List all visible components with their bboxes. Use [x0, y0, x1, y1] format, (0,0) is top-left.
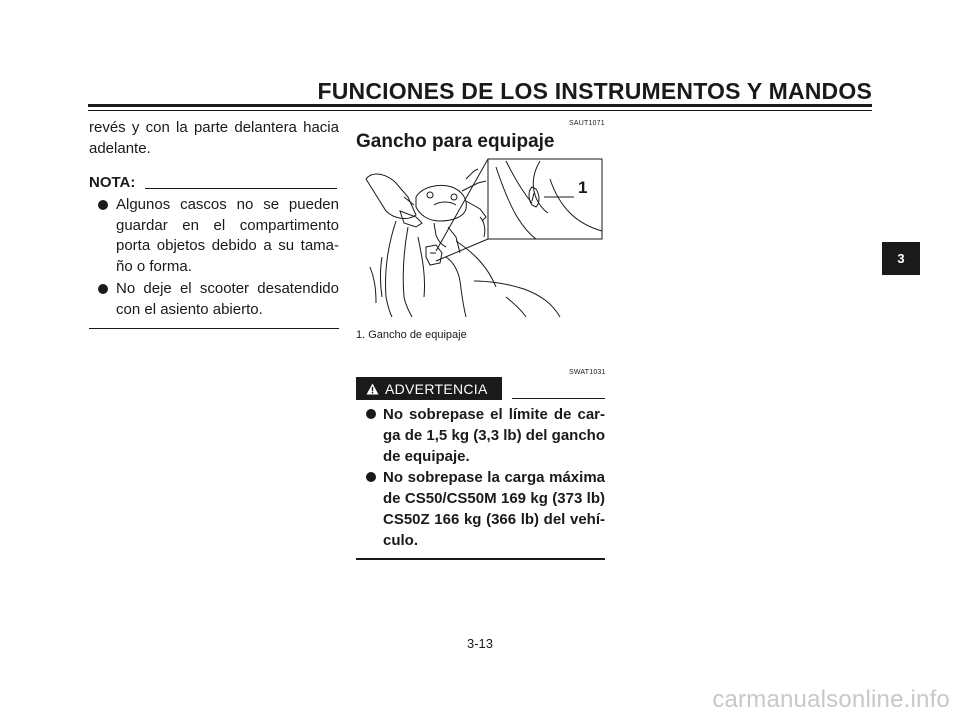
- page-number: 3-13: [466, 636, 494, 651]
- bullet-dot: [366, 472, 376, 482]
- warning-line: No sobrepase el límite de car-: [383, 406, 605, 423]
- warning-end-rule: [356, 558, 605, 560]
- nota-end-rule: [89, 328, 339, 329]
- luggage-hook-figure: [356, 157, 604, 319]
- nota-label: NOTA:: [89, 174, 136, 191]
- warning-line: CS50Z 166 kg (366 lb) del vehí-: [383, 511, 605, 528]
- left-column: [89, 118, 339, 329]
- nota-bullet: [89, 279, 339, 320]
- nota-heading: [89, 173, 339, 193]
- bullet-dot: [366, 409, 376, 419]
- callout-number: 1: [578, 178, 588, 197]
- bullet-dot: [98, 284, 108, 294]
- warning-block: [356, 377, 605, 560]
- warning-line: de CS50/CS50M 169 kg (373 lb): [383, 490, 605, 507]
- bullet-line: ño o forma.: [116, 257, 192, 275]
- header-rule-thin: [88, 110, 872, 111]
- bullet-line: guardar en el compartimento: [116, 216, 339, 234]
- bullet-line: No deje el scooter desatendido: [116, 280, 339, 297]
- warning-bullet: [356, 404, 605, 467]
- header-rule-thick: [88, 104, 872, 107]
- bullet-line: Algunos cascos no se pueden: [116, 196, 339, 213]
- section-code: SAUT1071: [569, 120, 605, 127]
- warning-list: [356, 404, 605, 551]
- warning-label: ADVERTENCIA: [385, 380, 488, 397]
- intro-line-2: adelante.: [89, 139, 151, 157]
- scooter-illustration: [356, 157, 604, 319]
- bullet-line: con el asiento abierto.: [116, 300, 263, 318]
- nota-rule: [145, 188, 337, 189]
- nota-bullet: [89, 195, 339, 277]
- warning-label-box: [356, 377, 502, 400]
- warning-bullet: [356, 467, 605, 551]
- intro-line-1: revés y con la parte delantera hacia: [89, 119, 339, 136]
- figure-caption: 1. Gancho de equipaje: [356, 329, 467, 341]
- section-title: Gancho para equipaje: [356, 131, 555, 152]
- warning-line: ga de 1,5 kg (3,3 lb) del gancho: [383, 427, 605, 444]
- warning-triangle-icon: [366, 383, 379, 395]
- warning-code: SWAT1031: [569, 369, 606, 376]
- warning-line: culo.: [383, 532, 419, 549]
- page-header-title: FUNCIONES DE LOS INSTRUMENTOS Y MANDOS: [317, 78, 872, 104]
- chapter-tab: 3: [882, 242, 920, 275]
- warning-rule: [512, 398, 605, 399]
- warning-line: No sobrepase la carga máxima: [383, 469, 605, 486]
- bullet-dot: [98, 200, 108, 210]
- warning-line: de equipaje.: [383, 448, 470, 465]
- bullet-line: porta objetos debido a su tama-: [116, 237, 339, 254]
- watermark: carmanualsonline.info: [712, 686, 950, 713]
